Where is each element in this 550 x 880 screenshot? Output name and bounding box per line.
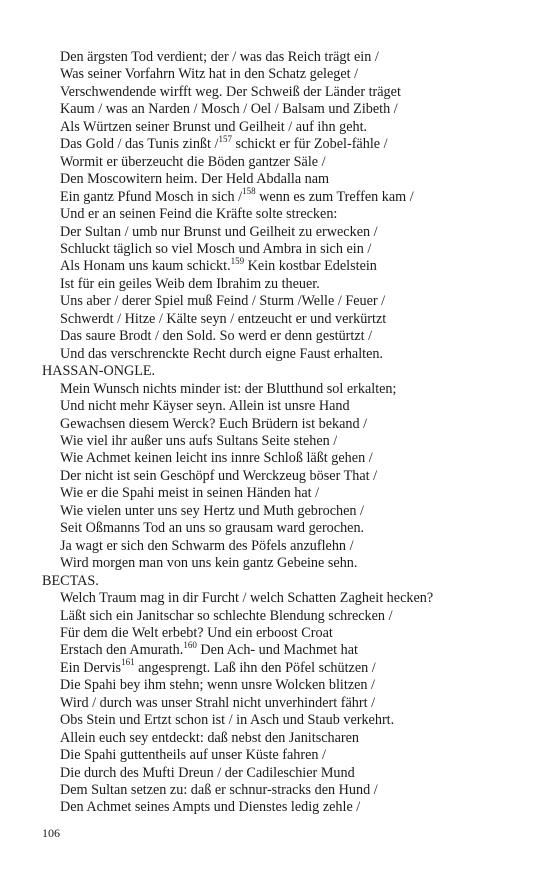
- verse-line: [42, 450, 542, 467]
- line-text: schickt er für Zobel-fähle /: [231, 136, 388, 153]
- line-text: Welch Traum mag in dir Furcht / welch Schatten Zagheit hecken?: [60, 590, 434, 607]
- line-text: Den ärgsten Tod verdient; der / was das Reich trägt ein /: [60, 49, 379, 65]
- verse-line: [42, 84, 542, 101]
- line-text: Ja wagt er sich den Schwarm des Pöfels anzuflehn /: [60, 537, 354, 554]
- line-text: Mein Wunsch nichts minder ist: der Blutthund sol erkalten;: [60, 380, 397, 397]
- verse-line: [42, 171, 542, 188]
- line-text: Gewachsen diesem Werck? Euch Brüdern ist bekand /: [60, 415, 368, 432]
- verse-line: [42, 608, 542, 625]
- line-text: Kaum / was an Narden / Mosch / Oel / Balsam und Zibeth /: [60, 101, 398, 118]
- verse-line: [42, 782, 542, 799]
- line-text: BECTAS.: [42, 572, 99, 589]
- verse-line: [42, 381, 542, 398]
- line-text: Ist für ein geiles Weib dem Ibrahim zu theuer.: [60, 275, 320, 292]
- footnote-marker: 161: [121, 657, 135, 668]
- verse-line: [42, 433, 542, 450]
- line-text: Kein kostbar Edelstein: [244, 258, 377, 275]
- verse-line: [42, 657, 542, 677]
- line-text: Wie Achmet keinen leicht ins innre Schloß läßt gehen /: [60, 450, 373, 467]
- line-text: Obs Stein und Ertzt schon ist / in Asch und Staub verkehrt.: [60, 712, 395, 729]
- line-text: Als Honam uns kaum schickt.: [60, 258, 231, 275]
- verse-line: [42, 695, 542, 712]
- line-text: Seit Oßmanns Tod an uns so grausam ward gerochen.: [60, 520, 365, 537]
- line-text: Ein Dervis: [60, 659, 122, 676]
- line-text: Allein euch sey entdeckt: daß nebst den Janitscharen: [60, 729, 360, 746]
- verse-line: [42, 101, 542, 118]
- verse-line: [42, 765, 542, 782]
- line-text: Als Würtzen seiner Brunst und Geilheit / auf ihn geht.: [60, 118, 368, 135]
- verse-line: [42, 206, 542, 223]
- line-text: Ein gantz Pfund Mosch in sich /: [60, 188, 243, 205]
- verse-line: [42, 590, 542, 607]
- verse-line: [42, 185, 542, 206]
- line-text: Wormit er überzeucht die Böden gantzer Säle /: [60, 153, 326, 170]
- footnote-marker: 159: [230, 255, 245, 266]
- verse-line: [42, 224, 542, 241]
- page-text: [42, 49, 542, 817]
- verse-line: [42, 119, 542, 136]
- line-text: Was seiner Vorfahrn Witz hat in den Schatz geleget /: [60, 66, 359, 83]
- line-text: Die durch des Mufti Dreun / der Cadileschier Mund: [60, 764, 355, 781]
- line-text: Das saure Brodt / den Sold. So werd er denn gestürtzt /: [60, 328, 373, 345]
- line-text: Und er an seinen Feind die Kräfte solte strecken:: [60, 206, 338, 223]
- line-text: Uns aber / derer Spiel muß Feind / Sturm /Welle / Feuer /: [60, 293, 386, 310]
- line-text: Den Moscowitern heim. Der Held Abdalla nam: [60, 171, 330, 188]
- line-text: Und nicht mehr Käyser seyn. Allein ist unsre Hand: [60, 398, 350, 415]
- verse-line: [42, 398, 542, 415]
- verse-line: [42, 133, 542, 153]
- verse-line: [42, 639, 542, 659]
- line-text: Verschwendende wirfft weg. Der Schweiß der Länder träget: [60, 83, 401, 100]
- verse-line: [42, 328, 542, 345]
- verse-line: [42, 520, 542, 537]
- verse-line: [42, 730, 542, 747]
- line-text: Der nicht ist sein Geschöpf und Werckzeug böser That /: [60, 467, 378, 484]
- line-text: Wie viel ihr außer uns aufs Sultans Seite stehen /: [60, 432, 338, 449]
- line-text: Der Sultan / umb nur Brunst und Geilheit zu erwecken /: [60, 223, 378, 240]
- line-text: Wird / durch was unser Strahl nicht unverhindert fährt /: [60, 694, 376, 711]
- verse-line: [42, 747, 542, 764]
- line-text: Den Ach- und Machmet hat: [196, 642, 358, 659]
- verse-line: [42, 293, 542, 310]
- verse-line: [42, 712, 542, 729]
- line-text: wenn es zum Treffen kam /: [255, 188, 414, 205]
- verse-line: [42, 276, 542, 293]
- line-text: Und das verschrenckte Recht durch eigne Faust erhalten.: [60, 345, 384, 362]
- verse-line: [42, 311, 542, 328]
- footnote-marker: 160: [183, 639, 197, 650]
- line-text: angesprengt. Laß ihn den Pöfel schützen /: [134, 659, 376, 676]
- line-text: Wie er die Spahi meist in seinen Händen hat /: [60, 485, 320, 502]
- verse-line: [42, 241, 542, 258]
- verse-line: [42, 555, 542, 572]
- verse-line: [42, 503, 542, 520]
- verse-line: [42, 154, 542, 171]
- footnote-marker: 158: [242, 185, 256, 196]
- line-text: HASSAN-ONGLE.: [42, 363, 156, 380]
- verse-line: [42, 538, 542, 555]
- line-text: Den Achmet seines Ampts und Dienstes ledig zehle /: [60, 799, 361, 816]
- verse-line: [42, 416, 542, 433]
- speaker-name: [42, 573, 542, 590]
- line-text: Schwerdt / Hitze / Kälte seyn / entzeucht er und verkürtzt: [60, 310, 387, 327]
- verse-line: [42, 49, 542, 66]
- page-number: 106: [42, 826, 60, 840]
- footnote-marker: 157: [218, 133, 232, 144]
- verse-line: [42, 799, 542, 816]
- speaker-name: [42, 363, 542, 380]
- line-text: Dem Sultan setzen zu: daß er schnur-stracks den Hund /: [60, 782, 378, 799]
- line-text: Schluckt täglich so viel Mosch und Ambra in sich ein /: [60, 240, 372, 257]
- verse-line: [42, 625, 542, 642]
- verse-line: [42, 66, 542, 83]
- verse-line: [42, 346, 542, 363]
- line-text: Das Gold / das Tunis zinßt /: [60, 136, 219, 153]
- verse-line: [42, 677, 542, 694]
- verse-line: [42, 485, 542, 502]
- line-text: Die Spahi bey ihm stehn; wenn unsre Wolcken blitzen /: [60, 677, 375, 694]
- verse-line: [42, 468, 542, 485]
- verse-line: [42, 255, 542, 275]
- line-text: Wie vielen unter uns sey Hertz und Muth gebrochen /: [60, 502, 364, 519]
- line-text: Die Spahi guttentheils auf unser Küste fahren /: [60, 747, 326, 764]
- line-text: Für dem die Welt erbebt? Und ein erboost Croat: [60, 624, 333, 641]
- line-text: Läßt sich ein Janitschar so schlechte Blendung schrecken /: [60, 607, 393, 624]
- line-text: Wird morgen man von uns kein gantz Gebeine sehn.: [60, 555, 358, 572]
- line-text: Erstach den Amurath.: [60, 642, 184, 659]
